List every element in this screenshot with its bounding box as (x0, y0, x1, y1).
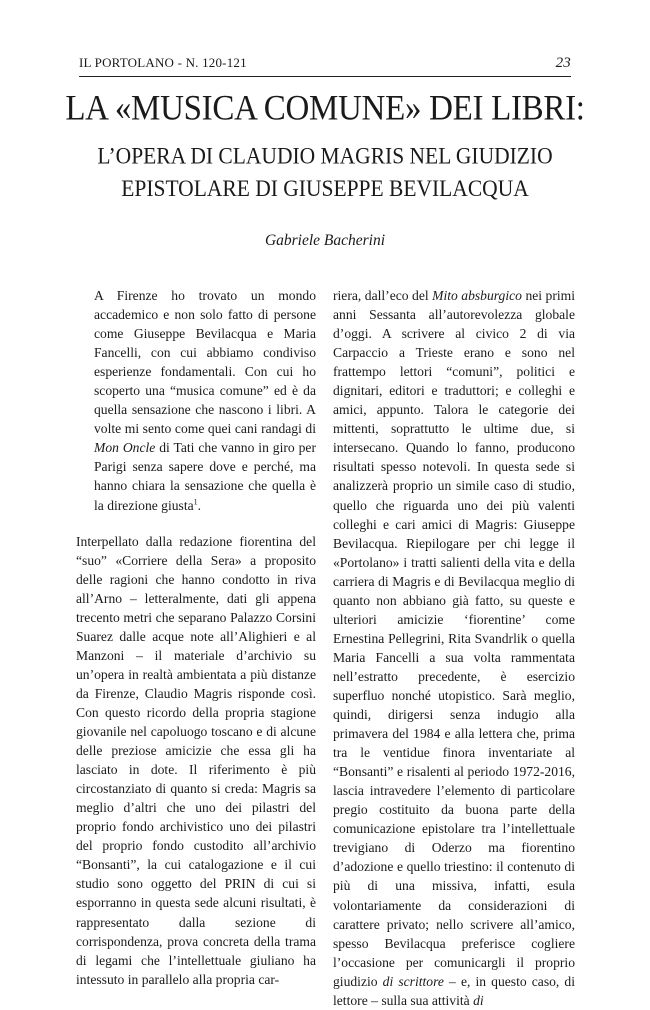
running-head (79, 55, 571, 72)
page-number: 23 (555, 55, 571, 71)
body-text-end: – e, in questo caso, di lettore – sulla sua attività (333, 973, 575, 1008)
footnote-marker[interactable]: 1 (193, 496, 198, 506)
italic-word: di (473, 992, 484, 1008)
subtitle-line-2: EPISTOLARE DI GIUSEPPE BEVILACQUA (121, 176, 529, 202)
author-name: Gabriele Bacherini (264, 232, 386, 249)
left-column (76, 286, 316, 989)
article-title: LA «MUSICA COMUNE» DEI LIBRI: (65, 89, 585, 128)
italic-phrase: di scrittore (382, 973, 444, 989)
epigraph-text: A Firenze ho trovato un mondo accademico e non solo fatto di persone come Giuseppe Bevilacqua e Maria Fancelli, con cui abbiamo condiviso esperienze fondamentali. Con cui ho scoperto una “musica comune” ed è da quella sensazione che nascono i libri. A volte mi sento come quei cani randagi di (94, 288, 316, 437)
right-column (333, 286, 575, 1010)
article-subtitle (60, 140, 590, 206)
body-paragraph-right (333, 286, 575, 1010)
film-title: Mon Oncle (94, 440, 156, 456)
book-title: Mito absburgico (432, 288, 522, 303)
subtitle-line-1: L’OPERA DI CLAUDIO MAGRIS NEL GIUDIZIO (97, 143, 553, 169)
epigraph-text-continued: di Tati che vanno in giro per Parigi senza sapere dove e perché, ma hanno chiara la sensazione che quella è la direzione giusta (94, 440, 316, 513)
journal-issue: IL PORTOLANO - N. 120-121 (79, 55, 247, 70)
body-text: riera, dall’eco del (333, 288, 433, 303)
epigraph-end: . (197, 497, 202, 513)
body-paragraph-left: Interpellato dalla redazione fiorentina del “suo” «Corriere della Sera» a proposito delle ragioni che hanno condotto in riva all’Arno – letteralmente, dati gli appena trecento metri che separano Palazzo Corsini Suarez dalle acque note all’Alighieri e al Manzoni – il materiale d’archivio su un’opera in realtà ambientata a più distanze da Firenze, Claudio Magris risponde così. Con questo ricordo della propria stagione giovanile nel capoluogo toscano e di alcune delle preziose amicizie che essa gli ha lasciato in dote. Il riferimento è più circostanziato di quanto si creda: Magris sa meglio d’altri che uno dei pilastri del proprio fondo archivistico uno dei pilastri del proprio fondo custodito all’archivio “Bonsanti”, la cui catalogazione e il cui studio sono oggetto del PRIN di cui si esporranno in questa sede alcuni risultati, è rappresentato dalla sezione di corrispondenza, prova concreta della trama di legami che l’intellettuale giuliano ha intessuto in parallelo alla propria car- (76, 533, 316, 987)
header-rule (79, 76, 571, 77)
epigraph-quote (76, 286, 316, 515)
body-text-continued: nei primi anni Sessanta all’autorevolezza globale d’oggi. A scrivere al civico 2 di via Carpaccio a Trieste erano e sono nel frattempo lettori “comuni”, politici e dignitari, editori e traduttori; e colleghi e amici, appunto. Talora le categorie dei mittenti, soprattutto le ultime due, si intersecano. Quando lo fanno, producono risultati spesso notevoli. In questa sede si analizzerà proprio un simile caso di studio, quello che riguarda uno dei più valenti colleghi e cari amici di Magris: Giuseppe Bevilacqua. Riepilogare per chi legge il «Portolano» i tratti salienti della vita e della carriera di Magris e di Bevilacqua meglio di quanto non abbiano già fatto, su queste e ulteriori amicizie ‘fiorentine’ come Ernestina Pellegrini, Rita Svandrlik o quella Maria Fancelli a sua volta rammentata nell’estratto precedente, è esercizio superfluo nonché utopistico. Sarà meglio, quindi, dirigersi senza indugio alla primavera del 1984 e alla lettera che, prima tra le ventidue finora inventariate al “Bonsanti” e risalenti al periodo 1972-2016, lascia intravedere l’elemento di particolare pregio costituito da buona parte della comunicazione epistolare tra l’intellettuale trevigiano di Oderzo ma fiorentino d’adozione e quello triestino: il contenuto di più di una missiva, infatti, esula volontariamente da considerazioni di carattere privato; nello scrivere all’amico, spesso Bevilacqua preferisce cogliere l’occasione per comunicargli il proprio giudizio (333, 288, 575, 989)
